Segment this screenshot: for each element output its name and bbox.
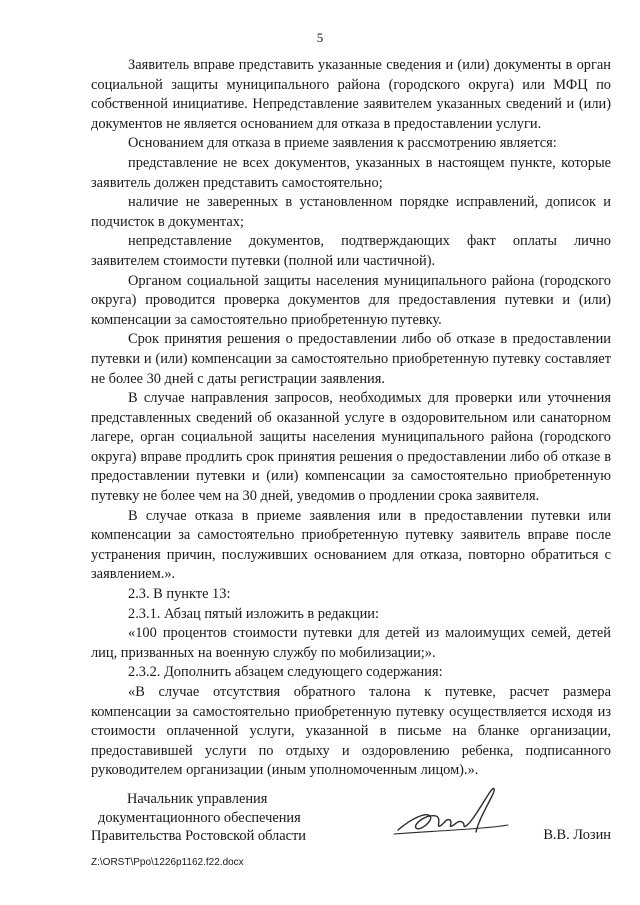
signer-name: В.В. Лозин: [543, 827, 611, 843]
paragraph: непредставление документов, подтверждающих факт оплаты лично заявителем стоимости путевки (полной или частичной).: [91, 233, 611, 269]
paragraph: наличие не заверенных в установленном порядке исправлений, дописок и подчисток в документах;: [91, 194, 611, 230]
signer-title-line: Правительства Ростовской области: [91, 828, 306, 844]
handwritten-signature: [386, 778, 516, 848]
page-number: 5: [316, 30, 324, 45]
paragraph: Органом социальной защиты населения муниципального района (городского округа) проводится проверка документов для предоставления путевки и (или) компенсации за самостоятельно приобретенную путевку.: [91, 272, 611, 328]
paragraph: Заявитель вправе представить указанные сведения и (или) документы в орган социальной защиты муниципального района (городского округа) или МФЦ по собственной инициативе. Непредставление заявителем указанных сведений и (или) документов не является основанием для отказа в предоставлении услуги.: [91, 57, 611, 132]
signer-title-line: документационного обеспечения: [98, 809, 301, 826]
signature-block: [91, 790, 611, 850]
paragraph: 2.3. В пункте 13:: [128, 586, 231, 603]
paragraph: В случае направления запросов, необходимых для проверки или уточнения представленных сведений об оказанной услуге в оздоровительном или санаторном лагере, орган социальной защиты населения муниципального района (городского округа) вправе продлить срок принятия решения о предоставлении либо об отказе в предоставлении путевки и (или) компенсации за самостоятельно приобретенную путевку не более чем на 30 дней, уведомив о продлении срока заявителя.: [91, 390, 611, 505]
paragraph: 2.3.1. Абзац пятый изложить в редакции:: [128, 605, 379, 622]
paragraph: «100 процентов стоимости путевки для детей из малоимущих семей, детей лиц, призванных на военную службу по мобилизации;».: [91, 625, 611, 661]
paragraph: представление не всех документов, указанных в настоящем пункте, которые заявитель должен представить самостоятельно;: [91, 154, 611, 191]
document-body: [91, 56, 611, 781]
paragraph: 2.3.2. Дополнить абзацем следующего содержания:: [128, 664, 443, 681]
file-path-footer: Z:\ORST\Ppo\1226p1162.f22.docx: [91, 857, 244, 868]
signer-title-line: Начальник управления: [127, 791, 268, 807]
paragraph: Срок принятия решения о предоставлении либо об отказе в предоставлении путевки и (или) компенсации за самостоятельно приобретенную путевку составляет не более 30 дней с даты регистрации заявления.: [91, 331, 611, 387]
signer-title: [91, 790, 306, 846]
paragraph: В случае отказа в приеме заявления или в предоставлении путевки или компенсации за самостоятельно приобретенную путевку заявитель вправе после устранения причин, послуживших основанием для отказа, повторно обратиться с заявлением.».: [91, 507, 611, 583]
paragraph: Основанием для отказа в приеме заявления к рассмотрению является:: [128, 135, 557, 152]
paragraph: «В случае отсутствия обратного талона к путевке, расчет размера компенсации за самостоятельно приобретенную путевку осуществляется исходя из стоимости оплаченной услуги, указанной в письме на бланке организации, предоставившей услуги по отдыху и оздоровлению ребенка, подписанного руководителем организации (иным уполномоченным лицом).».: [91, 684, 611, 779]
